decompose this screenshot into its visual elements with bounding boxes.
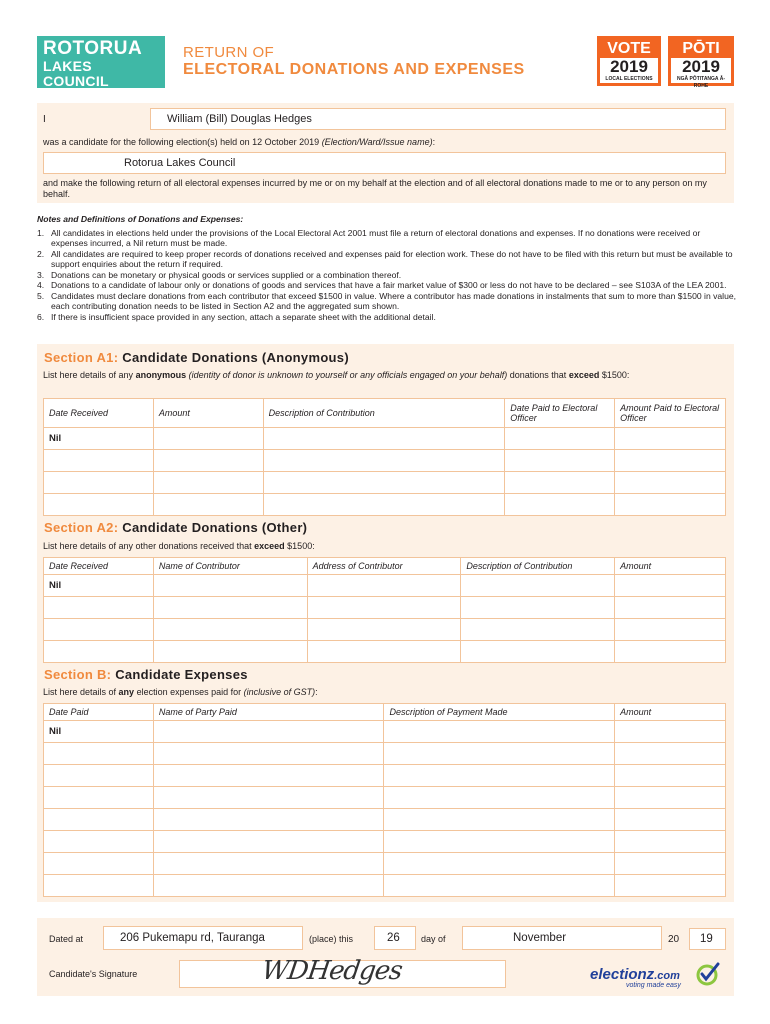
col-contributor-address: Address of Contributor: [307, 558, 461, 575]
table-cell[interactable]: [153, 831, 384, 853]
place-field[interactable]: [103, 926, 303, 950]
note-item: 1. All candidates in elections held under the provisions of the Local Electoral Act 2001 must file a return of electoral donations and expenses. If no donations were received or expenses incurred, a Nil return must be made.: [37, 227, 701, 248]
section-b-description: List here details of any election expenses paid for (inclusive of GST):: [43, 687, 318, 697]
badge-vote-top: VOTE: [600, 39, 658, 58]
col-date-received: Date Received: [44, 399, 154, 428]
table-cell[interactable]: [44, 743, 154, 765]
dated-at-label: Dated at: [49, 934, 84, 944]
table-row: [44, 831, 726, 853]
table-cell[interactable]: [505, 472, 615, 494]
table-cell[interactable]: [505, 428, 615, 450]
table-cell[interactable]: [44, 494, 154, 516]
table-row: [44, 875, 726, 897]
candidate-statement-italic: (Election/Ward/Issue name): [321, 137, 433, 147]
badge-poti-sub: NGĀ PŌTITANGA Ā-ROHE: [676, 76, 726, 89]
candidate-statement-text: was a candidate for the following election(s) held on 12 October 2019: [43, 137, 320, 147]
table-cell[interactable]: Nil: [44, 575, 154, 597]
table-cell[interactable]: [153, 787, 384, 809]
col-amount: Amount: [153, 399, 263, 428]
section-a1-table: [43, 398, 726, 516]
notes-definitions: [37, 214, 737, 322]
badge-poti-top: PŌTI: [671, 39, 731, 58]
logo-line3: Te kaunihera a ngā roto o Rotorua: [43, 90, 135, 96]
table-cell[interactable]: [44, 450, 154, 472]
table-row: [44, 809, 726, 831]
day-of-label: day of: [421, 934, 446, 944]
section-a2-description: List here details of any other donations received that exceed $1500:: [43, 541, 315, 551]
table-cell[interactable]: [384, 743, 615, 765]
badge-vote-sub: LOCAL ELECTIONS: [605, 76, 653, 82]
candidate-statement: [43, 137, 435, 148]
note-item: 4. Donations to a candidate of labour only or donations of goods and services that have a fair market value of $300 or less do not have to be declared – see S103A of the LEA 2001.: [37, 280, 727, 290]
table-cell[interactable]: [44, 831, 154, 853]
candidate-statement-end: :: [432, 137, 436, 147]
year-prefix: 20: [668, 934, 680, 945]
electionz-logo: [590, 966, 680, 983]
vote-2019-badge: [597, 36, 661, 86]
signature-label: Candidate's Signature: [49, 969, 138, 979]
return-statement: and make the following return of all electoral expenses incurred by me or on my behalf at the election and of all electoral donations made to me or to any person on my behalf.: [43, 178, 707, 199]
table-row: [44, 472, 726, 494]
table-cell[interactable]: [615, 575, 726, 597]
table-row: [44, 494, 726, 516]
note-item: 2. All candidates are required to keep proper records of donations received and expenses paid for election work. These do not have to be filed with this return but must be available to support enquiries about the return if required.: [37, 248, 733, 269]
table-row: [44, 619, 726, 641]
logo-line1: ROTORUA: [43, 38, 143, 59]
note-item: 5. Candidates must declare donations from each contributor that exceed $1500 in value. Where a contributor has made donations in instalments that sum to more than $1500 in value, each contributing donation needs to be listed in Section A2 and the aggregated sum shown.: [37, 290, 737, 311]
table-cell[interactable]: [44, 787, 154, 809]
section-b-title: Section B: Candidate Expenses: [44, 667, 248, 682]
table-cell[interactable]: [153, 575, 307, 597]
table-cell[interactable]: [307, 641, 461, 663]
form-title-line1: RETURN OF: [183, 44, 275, 61]
col-party-paid: Name of Party Paid: [153, 704, 384, 721]
table-cell[interactable]: [153, 472, 263, 494]
table-cell[interactable]: [263, 450, 505, 472]
table-cell[interactable]: [615, 809, 726, 831]
table-cell[interactable]: [307, 597, 461, 619]
col-date-paid: Date Paid: [44, 704, 154, 721]
table-cell[interactable]: [307, 575, 461, 597]
table-cell[interactable]: [44, 641, 154, 663]
table-cell[interactable]: [615, 721, 726, 743]
table-cell[interactable]: [44, 472, 154, 494]
brand-name: electionz: [590, 966, 655, 983]
section-a2-table: [43, 557, 726, 663]
checkmark-icon: [694, 960, 722, 988]
place-value: 206 Pukemapu rd, Tauranga: [120, 932, 265, 944]
table-cell[interactable]: [44, 765, 154, 787]
table-cell[interactable]: [384, 831, 615, 853]
section-b-table: [43, 703, 726, 897]
table-row: [44, 428, 726, 450]
place-this-label: (place) this: [309, 934, 354, 944]
table-cell[interactable]: [384, 787, 615, 809]
day-value: 26: [387, 932, 400, 944]
table-cell[interactable]: [44, 619, 154, 641]
i-label: I: [43, 114, 46, 125]
table-cell[interactable]: [153, 809, 384, 831]
table-cell[interactable]: [307, 619, 461, 641]
table-cell[interactable]: [153, 853, 384, 875]
table-cell[interactable]: [153, 743, 384, 765]
election-name-value: Rotorua Lakes Council: [124, 157, 236, 169]
candidate-name-field[interactable]: [150, 108, 726, 130]
col-description: Description of Contribution: [461, 558, 615, 575]
table-cell[interactable]: [153, 428, 263, 450]
table-cell[interactable]: [615, 428, 726, 450]
table-cell[interactable]: [615, 875, 726, 897]
section-a1-title: Section A1: Candidate Donations (Anonymous): [44, 350, 349, 365]
col-amount: Amount: [615, 704, 726, 721]
table-cell[interactable]: [505, 494, 615, 516]
badge-vote-year: 2019: [610, 57, 648, 76]
table-cell[interactable]: [615, 494, 726, 516]
table-cell[interactable]: [153, 450, 263, 472]
table-cell[interactable]: Nil: [44, 428, 154, 450]
table-row: [44, 721, 726, 743]
table-cell[interactable]: [615, 597, 726, 619]
badge-poti-year: 2019: [682, 57, 720, 76]
table-cell[interactable]: [505, 450, 615, 472]
notes-title: Notes and Definitions of Donations and Expenses:: [37, 214, 244, 224]
col-description: Description of Contribution: [263, 399, 505, 428]
col-amount: Amount: [615, 558, 726, 575]
table-cell[interactable]: [44, 875, 154, 897]
poti-2019-badge: [668, 36, 734, 89]
table-row: [44, 765, 726, 787]
table-cell[interactable]: [615, 641, 726, 663]
table-cell[interactable]: [153, 619, 307, 641]
candidate-signature: WDHedges: [259, 956, 404, 986]
table-cell[interactable]: [461, 575, 615, 597]
table-cell[interactable]: [615, 853, 726, 875]
table-cell[interactable]: [384, 853, 615, 875]
section-a2-title: Section A2: Candidate Donations (Other): [44, 520, 308, 535]
form-title-line2: ELECTORAL DONATIONS AND EXPENSES: [183, 61, 525, 78]
table-cell[interactable]: [615, 743, 726, 765]
table-cell[interactable]: [263, 494, 505, 516]
section-a1-description: List here details of any anonymous (identity of donor is unknown to yourself or any officials engaged on your behalf) donations that exceed $1500:: [43, 370, 630, 380]
table-row: [44, 450, 726, 472]
table-cell[interactable]: [153, 765, 384, 787]
candidate-name-value: William (Bill) Douglas Hedges: [167, 113, 312, 125]
year-value: 19: [700, 933, 713, 945]
table-cell[interactable]: [615, 765, 726, 787]
brand-tagline: voting made easy: [626, 982, 681, 989]
table-cell[interactable]: [615, 831, 726, 853]
table-row: [44, 641, 726, 663]
col-contributor-name: Name of Contributor: [153, 558, 307, 575]
table-cell[interactable]: [615, 619, 726, 641]
table-cell[interactable]: [461, 641, 615, 663]
table-cell[interactable]: [461, 619, 615, 641]
table-cell[interactable]: [263, 428, 505, 450]
table-cell[interactable]: [44, 853, 154, 875]
brand-tld: .com: [654, 970, 680, 982]
table-row: [44, 597, 726, 619]
logo-line2: LAKES COUNCIL: [43, 58, 109, 89]
month-field[interactable]: [462, 926, 662, 950]
table-cell[interactable]: [461, 597, 615, 619]
table-cell[interactable]: [263, 472, 505, 494]
table-cell[interactable]: [384, 721, 615, 743]
month-value: November: [513, 932, 567, 944]
table-row: [44, 743, 726, 765]
year-field[interactable]: [689, 928, 726, 950]
note-item: 6. If there is insufficient space provided in any section, attach a separate sheet with the additional detail.: [37, 311, 436, 322]
table-cell[interactable]: [615, 450, 726, 472]
table-row: [44, 853, 726, 875]
col-amount-paid-eo: Amount Paid to Electoral Officer: [615, 399, 726, 428]
election-name-field[interactable]: [43, 152, 726, 174]
table-cell[interactable]: [153, 875, 384, 897]
table-cell[interactable]: [44, 809, 154, 831]
table-header-row: [44, 704, 726, 721]
table-cell[interactable]: [153, 597, 307, 619]
table-cell[interactable]: [384, 875, 615, 897]
table-header-row: [44, 558, 726, 575]
table-cell[interactable]: [153, 641, 307, 663]
table-cell[interactable]: [153, 721, 384, 743]
table-cell[interactable]: [153, 494, 263, 516]
table-cell[interactable]: [384, 765, 615, 787]
table-cell[interactable]: [615, 472, 726, 494]
col-date-paid-eo: Date Paid to Electoral Officer: [505, 399, 615, 428]
table-header-row: [44, 399, 726, 428]
table-cell[interactable]: [44, 597, 154, 619]
table-cell[interactable]: Nil: [44, 721, 154, 743]
table-row: [44, 575, 726, 597]
day-field[interactable]: [374, 926, 416, 950]
table-row: [44, 787, 726, 809]
table-cell[interactable]: [615, 787, 726, 809]
col-date-received: Date Received: [44, 558, 154, 575]
council-logo: [37, 36, 165, 96]
table-cell[interactable]: [384, 809, 615, 831]
col-payment-description: Description of Payment Made: [384, 704, 615, 721]
note-item: 3. Donations can be monetary or physical goods or services supplied or a combination thereof.: [37, 269, 402, 280]
